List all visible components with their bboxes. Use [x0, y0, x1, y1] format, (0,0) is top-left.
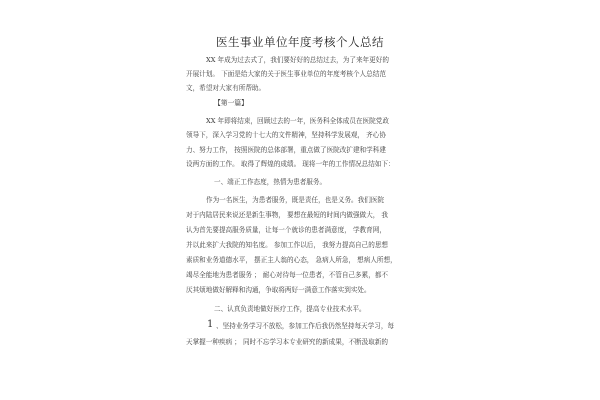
- heading-1: 一、端正工作态度，热情为患者服务。: [214, 178, 327, 186]
- para1-line-1: XX 年即将结束，回顾过去的一年，医务科全体成员在医院党政: [206, 117, 389, 125]
- para3-line-1: 、坚持业务学习不放松，参加工作后我仍然坚持每天学习，每: [216, 322, 395, 330]
- para1-line-2: 领导下，深入学习党的十七大的文件精神，坚持科学发展观， 齐心协: [186, 131, 386, 139]
- para2-line-2: 对于内陆居民来说还是新生事物， 要想在最短的时间内做强做大， 我: [186, 211, 389, 219]
- para1-line-4: 设两方面的工作。 取得了辉煌的成绩。 现将一年的工作情况总结如下：: [186, 160, 395, 168]
- document-title: 医生事业单位年度考核个人总结: [216, 35, 384, 49]
- intro-line-1: XX 年成为过去式了，我们要好好的总结过去，为了来年更好的: [206, 56, 389, 64]
- intro-line-3: 文，希望对大家有所帮助。: [186, 84, 266, 92]
- para2-line-6: 竭尽全能地为患者服务 ； 耐心对待每一位患者，不管自己多累，都不: [186, 271, 389, 279]
- intro-line-2: 开展计划。 下面是给大家的关于医生事业单位的年度考核个人总结范: [186, 70, 386, 78]
- list-number: 1: [207, 319, 214, 330]
- heading-2: 二、认真负责地做好医疗工作，提高专业技术水平。: [214, 305, 366, 313]
- para2-line-3: 认为首先要提高服务质量，让每一个就诊的患者满意度， 学教育网，: [186, 226, 386, 234]
- para3-line-2: 天掌握一种疾病 ； 同时不忘学习本专业研究的新成果，不断汲取新的: [186, 338, 389, 346]
- section-tag: 【第一篇】: [214, 99, 248, 107]
- para2-line-4: 并以此来扩大我院的知名度。 参加工作以后， 我努力提高自己的思想: [186, 241, 389, 249]
- para2-line-1: 作为一名医生，为患者服务，既是责任，也是义务。我们医院: [206, 196, 385, 204]
- para2-line-5: 素质和业务道德水平， 摆正主人翁的心态， 急病人所急， 想病人所想，: [186, 256, 397, 264]
- para2-line-7: 厌其烦地做好解释和沟通，争取将两好一满意工作落实到实处。: [186, 286, 371, 294]
- para1-line-3: 力、努力工作， 按照医院的总体部署，重点做了医院改扩建和学科建: [186, 146, 386, 154]
